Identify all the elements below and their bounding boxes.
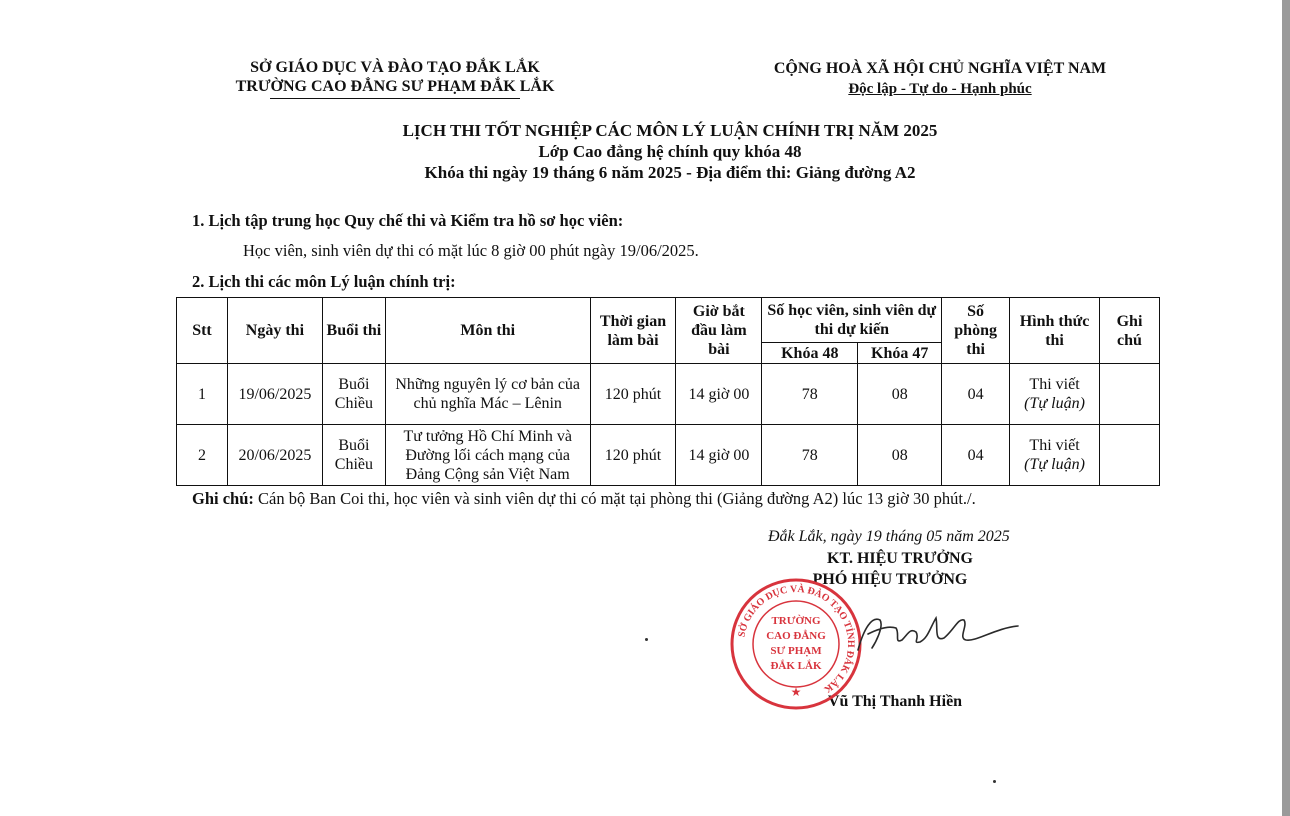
cell-date: 20/06/2025 bbox=[227, 425, 322, 486]
motto: Độc lập - Tự do - Hạnh phúc bbox=[848, 81, 1032, 97]
section-1-body: Học viên, sinh viên dự thi có mặt lúc 8 giờ 00 phút ngày 19/06/2025. bbox=[243, 241, 699, 260]
ministry-name: SỞ GIÁO DỤC VÀ ĐÀO TẠO ĐẮK LẮK bbox=[250, 59, 540, 76]
col-header-k47: Khóa 47 bbox=[858, 343, 942, 364]
cell-k47: 08 bbox=[858, 364, 942, 425]
svg-text:★: ★ bbox=[790, 685, 802, 699]
section-1-heading: 1. Lịch tập trung học Quy chế thi và Kiểm tra hồ sơ học viên: bbox=[192, 211, 624, 230]
svg-text:TRƯỜNG: TRƯỜNG bbox=[771, 615, 821, 627]
exam-schedule-table bbox=[176, 297, 1160, 486]
svg-text:SƯ PHẠM: SƯ PHẠM bbox=[770, 645, 822, 657]
cell-subject: Những nguyên lý cơ bản của chủ nghĩa Mác – Lênin bbox=[385, 364, 590, 425]
cell-note bbox=[1099, 425, 1159, 486]
form-sub: (Tự luận) bbox=[1024, 456, 1085, 473]
cell-duration: 120 phút bbox=[590, 364, 676, 425]
cell-subject: Tư tưởng Hồ Chí Minh và Đường lối cách mạng của Đảng Cộng sản Việt Nam bbox=[385, 425, 590, 486]
cell-k48: 78 bbox=[762, 425, 858, 486]
stray-dot bbox=[645, 638, 648, 641]
cell-session: Buổi Chiều bbox=[322, 364, 385, 425]
svg-text:SỞ GIÁO DỤC VÀ ĐÀO TẠO TỈNH ĐẮ: SỞ GIÁO DỤC VÀ ĐÀO TẠO TỈNH ĐẮK LẮK bbox=[736, 583, 857, 695]
col-header-session: Buổi thi bbox=[322, 298, 385, 364]
footnote bbox=[192, 489, 976, 509]
stray-dot bbox=[993, 780, 996, 783]
cell-start: 14 giờ 00 bbox=[676, 364, 762, 425]
header-left-underline bbox=[270, 98, 520, 99]
cell-rooms: 04 bbox=[942, 425, 1010, 486]
cell-rooms: 04 bbox=[942, 364, 1010, 425]
svg-text:CAO ĐẲNG: CAO ĐẲNG bbox=[766, 630, 826, 642]
footnote-label: Ghi chú: bbox=[192, 489, 254, 508]
cell-session: Buổi Chiều bbox=[322, 425, 385, 486]
title-line-3: Khóa thi ngày 19 tháng 6 năm 2025 - Địa điểm thi: Giảng đường A2 bbox=[424, 163, 916, 182]
cell-date: 19/06/2025 bbox=[227, 364, 322, 425]
col-header-note: Ghi chú bbox=[1099, 298, 1159, 364]
col-header-date: Ngày thi bbox=[227, 298, 322, 364]
title-line-1: LỊCH THI TỐT NGHIỆP CÁC MÔN LÝ LUẬN CHÍNH TRỊ NĂM 2025 bbox=[402, 121, 938, 140]
country-name: CỘNG HOÀ XÃ HỘI CHỦ NGHĨA VIỆT NAM bbox=[773, 60, 1107, 77]
col-header-form: Hình thức thi bbox=[1010, 298, 1100, 364]
col-header-k48: Khóa 48 bbox=[762, 343, 858, 364]
footnote-text: Cán bộ Ban Coi thi, học viên và sinh viên dự thi có mặt tại phòng thi (Giảng đường A2) lúc 13 giờ 30 phút./. bbox=[253, 489, 976, 508]
handwritten-signature bbox=[850, 598, 1020, 668]
school-seal-stamp bbox=[728, 576, 864, 712]
cell-start: 14 giờ 00 bbox=[676, 425, 762, 486]
cell-stt: 1 bbox=[177, 364, 228, 425]
cell-k48: 78 bbox=[762, 364, 858, 425]
form-main: Thi viết bbox=[1029, 376, 1080, 393]
table-row bbox=[177, 425, 1160, 486]
cell-note bbox=[1099, 364, 1159, 425]
place-date: Đắk Lắk, ngày 19 tháng 05 năm 2025 bbox=[768, 528, 1010, 545]
col-header-subject: Môn thi bbox=[385, 298, 590, 364]
col-header-stt: Stt bbox=[177, 298, 228, 364]
col-header-count-group: Số học viên, sinh viên dự thi dự kiến bbox=[762, 298, 942, 343]
table-row bbox=[177, 364, 1160, 425]
form-main: Thi viết bbox=[1029, 437, 1080, 454]
section-2-heading: 2. Lịch thi các môn Lý luận chính trị: bbox=[192, 272, 456, 291]
cell-k47: 08 bbox=[858, 425, 942, 486]
cell-form bbox=[1010, 364, 1100, 425]
svg-text:ĐẮK LẮK: ĐẮK LẮK bbox=[770, 660, 822, 672]
col-header-duration: Thời gian làm bài bbox=[590, 298, 676, 364]
table-header-row bbox=[177, 298, 1160, 343]
col-header-rooms: Số phòng thi bbox=[942, 298, 1010, 364]
signer-title-1: KT. HIỆU TRƯỞNG bbox=[827, 550, 973, 567]
page-edge-shadow bbox=[1282, 0, 1290, 816]
col-header-start: Giờ bắt đầu làm bài bbox=[676, 298, 762, 364]
cell-stt: 2 bbox=[177, 425, 228, 486]
cell-duration: 120 phút bbox=[590, 425, 676, 486]
form-sub: (Tự luận) bbox=[1024, 395, 1085, 412]
signer-title-2: PHÓ HIỆU TRƯỞNG bbox=[812, 571, 968, 588]
document-title bbox=[290, 120, 1050, 183]
title-line-2: Lớp Cao đẳng hệ chính quy khóa 48 bbox=[538, 142, 802, 161]
signer-name: Vũ Thị Thanh Hiền bbox=[827, 693, 963, 710]
school-name: TRƯỜNG CAO ĐẲNG SƯ PHẠM ĐẮK LẮK bbox=[235, 78, 555, 95]
header-left bbox=[180, 58, 610, 99]
header-right bbox=[740, 58, 1140, 100]
cell-form bbox=[1010, 425, 1100, 486]
